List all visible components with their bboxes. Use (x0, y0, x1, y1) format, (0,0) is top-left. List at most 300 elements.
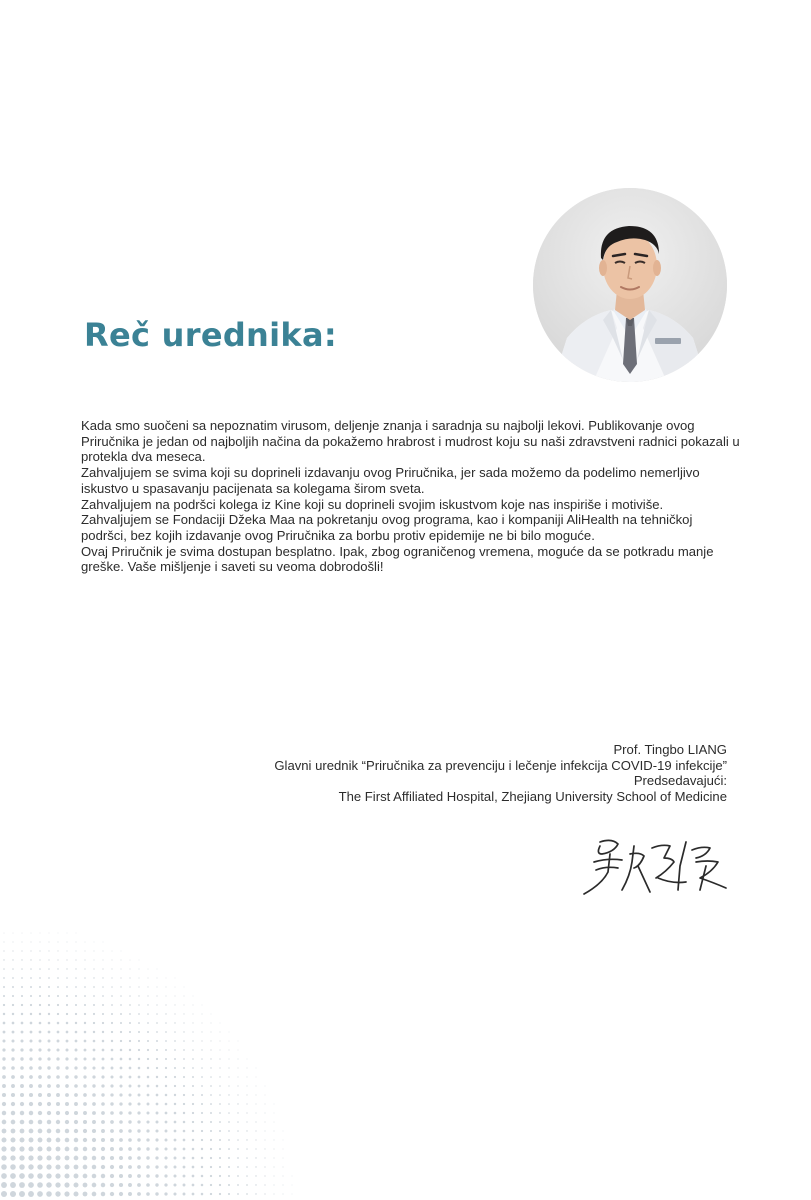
halftone-dot (192, 1139, 194, 1141)
halftone-dot (255, 1166, 256, 1167)
halftone-dot (146, 1120, 149, 1123)
halftone-dot (74, 1129, 78, 1133)
halftone-dot (183, 1031, 184, 1032)
halftone-dot (228, 1112, 230, 1114)
halftone-dot (39, 968, 41, 970)
halftone-dot (220, 1023, 221, 1024)
halftone-dot (228, 1139, 230, 1141)
halftone-dot (65, 1057, 68, 1060)
halftone-dot (48, 1004, 50, 1006)
halftone-dot (120, 1031, 122, 1033)
halftone-dot (30, 1022, 33, 1025)
halftone-dot (29, 1120, 34, 1125)
halftone-dot (183, 1157, 186, 1160)
halftone-dot (137, 1138, 140, 1141)
halftone-dot (66, 995, 68, 997)
halftone-dot (102, 1040, 105, 1043)
halftone-dot (92, 1102, 96, 1106)
halftone-dot (12, 995, 14, 997)
halftone-dot (48, 986, 50, 988)
halftone-dot (56, 1129, 61, 1134)
halftone-dot (74, 1093, 78, 1097)
halftone-dot (55, 1191, 60, 1196)
halftone-dot (2, 1084, 6, 1088)
halftone-dot (183, 1148, 186, 1151)
halftone-dot (2, 1066, 6, 1070)
halftone-dot (19, 1146, 24, 1151)
halftone-dot (76, 942, 77, 943)
halftone-dot (30, 1013, 32, 1015)
halftone-dot (219, 1139, 221, 1141)
halftone-dot (38, 1111, 42, 1115)
halftone-dot (66, 1040, 69, 1043)
halftone-dots-decoration (0, 920, 330, 1200)
halftone-dot (201, 1031, 202, 1032)
halftone-dot (20, 1093, 24, 1097)
halftone-dot (1, 1164, 7, 1170)
halftone-dot (246, 1193, 248, 1195)
halftone-dot (156, 1049, 158, 1051)
halftone-dot (219, 1121, 221, 1123)
halftone-dot (93, 959, 94, 960)
halftone-dot (58, 933, 59, 934)
halftone-dot (84, 1031, 87, 1034)
halftone-dot (83, 1156, 88, 1161)
halftone-dot (21, 941, 22, 942)
halftone-dot (138, 1040, 140, 1042)
halftone-dot (157, 978, 158, 979)
halftone-dot (228, 1166, 230, 1168)
halftone-dot (138, 1004, 140, 1006)
halftone-dot (29, 1093, 33, 1097)
halftone-dot (46, 1155, 51, 1160)
halftone-dot (283, 1140, 284, 1141)
halftone-dot (146, 1183, 150, 1187)
halftone-dot (83, 1120, 87, 1124)
halftone-dot (137, 1165, 141, 1169)
halftone-dot (56, 1147, 61, 1152)
halftone-dot (10, 1146, 15, 1151)
halftone-dot (147, 986, 148, 987)
halftone-dot (156, 1103, 159, 1106)
halftone-dot (56, 1138, 61, 1143)
halftone-dot (192, 1076, 194, 1078)
halftone-dot (74, 1120, 78, 1124)
halftone-dot (19, 1182, 25, 1188)
halftone-dot (155, 1138, 158, 1141)
halftone-dot (13, 933, 14, 934)
halftone-dot (20, 1057, 23, 1060)
halftone-dot (3, 968, 5, 970)
halftone-dot (47, 1129, 52, 1134)
paragraph-5: Ovaj Priručnik je svima dostupan besplatno. Ipak, zbog ograničenog vremena, moguće da se potkradu manje greške. Vaše mišljenje i saveti su veoma dobrodošli! (81, 543, 714, 575)
halftone-dot (155, 1174, 158, 1177)
halftone-dot (119, 1093, 122, 1096)
halftone-dot (57, 959, 58, 960)
halftone-dot (112, 960, 113, 961)
halftone-dot (193, 1005, 194, 1006)
halftone-dot (192, 1040, 193, 1041)
halftone-dot (29, 1048, 32, 1051)
halftone-dot (66, 950, 67, 951)
halftone-dot (66, 1022, 69, 1025)
halftone-dot (57, 1004, 59, 1006)
halftone-dot (255, 1130, 256, 1131)
halftone-dot (156, 986, 157, 987)
halftone-dot (66, 1004, 68, 1006)
halftone-dot (65, 1066, 68, 1069)
halftone-dot (47, 1057, 50, 1060)
halftone-dot (84, 959, 85, 960)
halftone-dot (101, 1165, 105, 1169)
halftone-dot (147, 1022, 149, 1024)
halftone-dot (20, 1120, 25, 1125)
halftone-dot (237, 1130, 239, 1132)
halftone-dot (102, 1022, 104, 1024)
halftone-dot (119, 1147, 123, 1151)
halftone-dot (246, 1130, 247, 1131)
halftone-dot (255, 1121, 256, 1122)
halftone-dot (74, 1174, 79, 1179)
halftone-dot (210, 1175, 212, 1177)
halftone-dot (28, 1191, 34, 1197)
halftone-dot (39, 1013, 41, 1015)
halftone-dot (201, 1157, 203, 1159)
halftone-dot (156, 1121, 159, 1124)
halftone-dot (192, 1022, 193, 1023)
halftone-dot (110, 1093, 113, 1096)
halftone-dot (111, 1013, 113, 1015)
halftone-dot (84, 968, 85, 969)
halftone-dot (20, 1138, 25, 1143)
halftone-dot (38, 1066, 42, 1070)
halftone-dot (20, 1111, 24, 1115)
halftone-dot (74, 1138, 78, 1142)
halftone-dot (237, 1067, 238, 1068)
halftone-dot (256, 1068, 257, 1069)
halftone-dot (49, 933, 50, 934)
halftone-dot (138, 1076, 141, 1079)
halftone-dot (147, 1004, 148, 1005)
halftone-dot (111, 995, 113, 997)
halftone-dot (1, 1182, 7, 1188)
halftone-dot (219, 1094, 221, 1096)
halftone-dot (237, 1184, 239, 1186)
halftone-dot (29, 1066, 33, 1070)
halftone-dot (174, 1022, 175, 1023)
halftone-dot (192, 1031, 193, 1032)
halftone-dot (65, 1111, 69, 1115)
halftone-dot (84, 977, 86, 979)
halftone-dot (129, 1049, 131, 1051)
halftone-dot (12, 1013, 14, 1015)
halftone-dot (174, 1049, 176, 1051)
halftone-dot (174, 1166, 177, 1169)
halftone-dot (174, 1058, 176, 1060)
halftone-dot (228, 1076, 229, 1077)
halftone-dot (2, 1048, 5, 1051)
halftone-dot (101, 1147, 105, 1151)
halftone-dot (155, 1156, 158, 1159)
halftone-dot (65, 1093, 69, 1097)
halftone-dot (111, 1004, 113, 1006)
halftone-dot (147, 1094, 150, 1097)
halftone-dot (237, 1139, 239, 1141)
halftone-dot (165, 1004, 166, 1005)
halftone-dot (265, 1122, 266, 1123)
halftone-dot (274, 1113, 275, 1114)
halftone-dot (165, 1040, 167, 1042)
halftone-dot (210, 1085, 212, 1087)
halftone-dot (155, 1129, 158, 1132)
halftone-dot (93, 1004, 95, 1006)
halftone-dot (21, 986, 23, 988)
halftone-dot (120, 977, 121, 978)
halftone-dot (147, 1085, 150, 1088)
halftone-dot (3, 950, 4, 951)
halftone-dot (183, 1004, 184, 1005)
halftone-dot (48, 1013, 50, 1015)
halftone-dot (10, 1155, 15, 1160)
halftone-dot (1, 1191, 7, 1197)
halftone-dot (148, 978, 149, 979)
halftone-dot (210, 1157, 212, 1159)
halftone-dot (237, 1148, 239, 1150)
halftone-dot (192, 1193, 195, 1196)
halftone-dot (30, 950, 31, 951)
halftone-dot (120, 1067, 123, 1070)
halftone-dot (11, 1057, 14, 1060)
halftone-dot (192, 1094, 194, 1096)
halftone-dot (137, 1129, 140, 1132)
halftone-dot (37, 1155, 42, 1160)
halftone-dot (112, 951, 113, 952)
halftone-dot (264, 1184, 265, 1185)
halftone-dot (2, 1057, 5, 1060)
halftone-dot (76, 933, 77, 934)
halftone-dot (102, 1004, 104, 1006)
halftone-dot (119, 1129, 123, 1133)
halftone-dot (75, 950, 76, 951)
halftone-dot (119, 1111, 122, 1114)
halftone-dot (211, 1023, 212, 1024)
author-role: Glavni urednik “Priručnika za prevenciju i lečenje infekcija COVID-19 infekcije” (274, 757, 727, 773)
page-title: Reč urednika: (84, 316, 337, 354)
halftone-dot (137, 1102, 140, 1105)
halftone-dot (255, 1157, 256, 1158)
halftone-dot (174, 1076, 176, 1078)
halftone-dot (219, 1157, 221, 1159)
halftone-dot (175, 978, 176, 979)
author-name: Prof. Tingbo LIANG (613, 742, 727, 757)
halftone-dot (47, 1102, 51, 1106)
halftone-dot (147, 1067, 149, 1069)
halftone-dot (164, 1156, 167, 1159)
halftone-dot (129, 1040, 131, 1042)
halftone-dot (110, 1075, 113, 1078)
halftone-dot (38, 1093, 42, 1097)
halftone-dot (210, 1058, 211, 1059)
halftone-dot (92, 1066, 95, 1069)
halftone-dot (255, 1148, 256, 1149)
halftone-dot (57, 968, 58, 969)
halftone-dot (146, 1192, 150, 1196)
halftone-dot (93, 1058, 96, 1061)
halftone-dot (219, 1184, 221, 1186)
halftone-dot (292, 1194, 293, 1195)
halftone-dot (11, 1111, 15, 1115)
halftone-dot (57, 977, 59, 979)
halftone-dot (147, 1013, 149, 1015)
halftone-dot (111, 1049, 114, 1052)
halftone-dot (21, 1022, 24, 1025)
halftone-dot (128, 1147, 132, 1151)
halftone-dot (228, 1103, 230, 1105)
halftone-dot (12, 968, 14, 970)
halftone-dot (274, 1131, 275, 1132)
halftone-dot (139, 969, 140, 970)
halftone-dot (19, 1191, 25, 1197)
halftone-dot (38, 1129, 43, 1134)
halftone-dot (155, 1183, 158, 1186)
halftone-dot (146, 1111, 149, 1114)
halftone-dot (65, 1075, 69, 1079)
halftone-dot (102, 1058, 105, 1061)
halftone-dot (138, 977, 139, 978)
halftone-dot (83, 1192, 88, 1197)
halftone-dot (283, 1167, 284, 1168)
halftone-dot (137, 1111, 140, 1114)
halftone-dot (255, 1175, 256, 1176)
halftone-dot (64, 1191, 69, 1196)
halftone-dot (37, 1182, 43, 1188)
halftone-dot (210, 1040, 211, 1041)
author-chair-label: Predsedavajući: (633, 773, 727, 788)
halftone-dot (219, 1112, 221, 1114)
halftone-dot (119, 1156, 123, 1160)
halftone-dot (247, 1068, 248, 1069)
halftone-dot (128, 1174, 132, 1178)
halftone-dot (166, 978, 167, 979)
halftone-dot (247, 1077, 248, 1078)
halftone-dot (137, 1192, 141, 1196)
halftone-dot (183, 1103, 185, 1105)
halftone-dot (246, 1166, 248, 1168)
halftone-dot (110, 1156, 114, 1160)
halftone-dot (83, 1183, 88, 1188)
halftone-dot (246, 1184, 248, 1186)
halftone-dot (119, 1138, 123, 1142)
halftone-dot (174, 1157, 177, 1160)
halftone-dot (30, 977, 32, 979)
halftone-dot (3, 941, 4, 942)
halftone-dot (164, 1192, 167, 1195)
halftone-dot (101, 1075, 104, 1078)
halftone-dot (165, 1103, 168, 1106)
halftone-dot (183, 1049, 185, 1051)
halftone-dot (174, 1094, 176, 1096)
halftone-dot (11, 1084, 15, 1088)
halftone-dot (101, 1174, 105, 1178)
halftone-dot (20, 1129, 25, 1134)
halftone-dot (155, 1192, 158, 1195)
halftone-dot (93, 1013, 95, 1015)
halftone-dot (56, 1075, 60, 1079)
halftone-dot (74, 1066, 77, 1069)
halftone-dot (92, 1129, 96, 1133)
halftone-dot (147, 1049, 149, 1051)
halftone-dot (101, 1093, 104, 1096)
halftone-dot (173, 1183, 176, 1186)
halftone-dot (201, 1067, 203, 1069)
halftone-dot (246, 1139, 247, 1140)
halftone-dot (156, 1094, 159, 1097)
halftone-dot (129, 1085, 132, 1088)
halftone-dot (219, 1076, 220, 1077)
halftone-dot (237, 1193, 239, 1195)
halftone-dot (120, 1049, 123, 1052)
halftone-dot (39, 995, 41, 997)
halftone-dot (84, 1049, 87, 1052)
halftone-dot (192, 1121, 194, 1123)
halftone-dot (237, 1103, 238, 1104)
halftone-dot (94, 951, 95, 952)
halftone-dot (92, 1147, 96, 1151)
halftone-dot (237, 1121, 239, 1123)
halftone-dot (28, 1164, 33, 1169)
halftone-dot (92, 1165, 97, 1170)
halftone-dot (246, 1157, 248, 1159)
halftone-dot (56, 1084, 60, 1088)
halftone-dot (201, 1166, 203, 1168)
halftone-dot (67, 942, 68, 943)
halftone-dot (265, 1113, 266, 1114)
halftone-dot (128, 1111, 131, 1114)
halftone-dot (3, 986, 5, 988)
halftone-dot (246, 1112, 247, 1113)
halftone-dot (192, 1067, 194, 1069)
halftone-dot (165, 1067, 167, 1069)
halftone-dot (47, 1120, 51, 1124)
signature-icon (578, 832, 732, 898)
halftone-dot (48, 1040, 51, 1043)
halftone-dot (83, 1111, 87, 1115)
paragraph-1: Kada smo suočeni sa nepoznatim virusom, deljenje znanja i saradnja su najbolji lekovi. Publikovanje ovog Priručnika je jedan od najboljih načina da pokažemo hrabrost i mudrost koju su naši zdravstveni radnici pokazali u protekla dva meseca. (81, 418, 740, 465)
halftone-dot (129, 986, 130, 987)
halftone-dot (92, 1120, 96, 1124)
halftone-dot (138, 1058, 140, 1060)
halftone-dot (210, 1121, 212, 1123)
halftone-dot (201, 1040, 202, 1041)
halftone-dot (273, 1157, 274, 1158)
halftone-dot (19, 1155, 24, 1160)
halftone-dot (265, 1104, 266, 1105)
halftone-dot (137, 1183, 141, 1187)
halftone-dot (30, 1004, 32, 1006)
halftone-dot (11, 1093, 15, 1097)
halftone-dot (175, 996, 176, 997)
halftone-dot (56, 1057, 59, 1060)
halftone-dot (183, 1076, 185, 1078)
paragraph-2: Zahvaljujem se svima koji su doprineli izdavanju ovog Priručnika, jer sada možemo da podelimo nemerljivo iskustvo u spasavanju pacijenata sa kolegama širom sveta. (81, 465, 700, 496)
halftone-dot (3, 995, 5, 997)
halftone-dot (48, 1022, 51, 1025)
halftone-dot (93, 1049, 96, 1052)
halftone-dot (83, 1093, 87, 1097)
halftone-dot (255, 1139, 256, 1140)
halftone-dot (283, 1158, 284, 1159)
halftone-dot (174, 1130, 177, 1133)
